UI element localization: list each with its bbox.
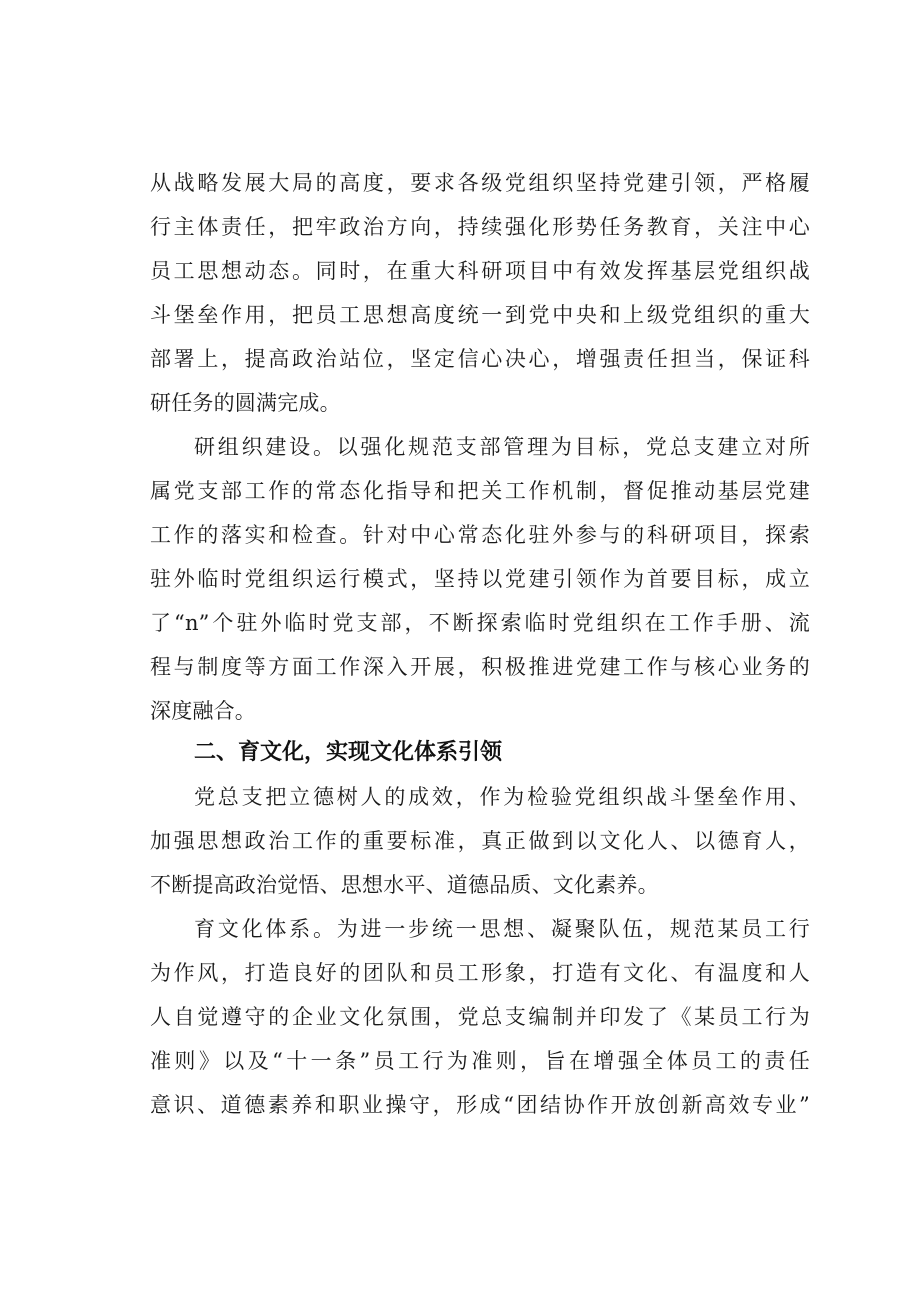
text-line: 程与制度等方面工作深入开展，积极推进党建工作与核心业务的: [150, 655, 810, 679]
text-line: 党总支把立德树人的成效，作为检验党组织战斗堡垒作用、: [194, 785, 810, 809]
section-heading: 二、育文化，实现文化体系引领: [194, 740, 503, 765]
text-line: 研组织建设。以强化规范支部管理为目标，党总支建立对所: [194, 435, 810, 459]
text-line: 为作风，打造良好的团队和员工形象，打造有文化、有温度和人: [150, 961, 810, 985]
text-line: 行主体责任，把牢政治方向，持续强化形势任务教育，关注中心: [150, 215, 810, 239]
text-line: 从战略发展大局的高度，要求各级党组织坚持党建引领，严格履: [150, 171, 810, 195]
text-line: 意识、道德素养和职业操守，形成“团结协作开放创新高效专业”: [150, 1093, 810, 1117]
text-line: 加强思想政治工作的重要标准，真正做到以文化人、以德育人，: [150, 829, 810, 853]
text-line: 斗堡垒作用，把员工思想高度统一到党中央和上级党组织的重大: [150, 303, 810, 327]
text-line: 人自觉遵守的企业文化氛围，党总支编制并印发了《某员工行为: [150, 1005, 810, 1029]
text-line: 属党支部工作的常态化指导和把关工作机制，督促推动基层党建: [150, 479, 810, 503]
text-line: 育文化体系。为进一步统一思想、凝聚队伍，规范某员工行: [194, 917, 810, 941]
text-line: 准则》以及“十一条”员工行为准则，旨在增强全体员工的责任: [150, 1049, 810, 1073]
text-line: 研任务的圆满完成。: [150, 391, 341, 415]
text-line: 驻外临时党组织运行模式，坚持以党建引领作为首要目标，成立: [150, 567, 810, 591]
text-line: 部署上，提高政治站位，坚定信心决心，增强责任担当，保证科: [150, 347, 810, 371]
text-line: 不断提高政治觉悟、思想水平、道德品质、文化素养。: [150, 873, 659, 897]
text-line: 深度融合。: [150, 699, 256, 723]
text-line: 员工思想动态。同时，在重大科研项目中有效发挥基层党组织战: [150, 259, 810, 283]
text-line: 工作的落实和检查。针对中心常态化驻外参与的科研项目，探索: [150, 523, 810, 547]
text-line: 了“n”个驻外临时党支部，不断探索临时党组织在工作手册、流: [150, 611, 810, 635]
